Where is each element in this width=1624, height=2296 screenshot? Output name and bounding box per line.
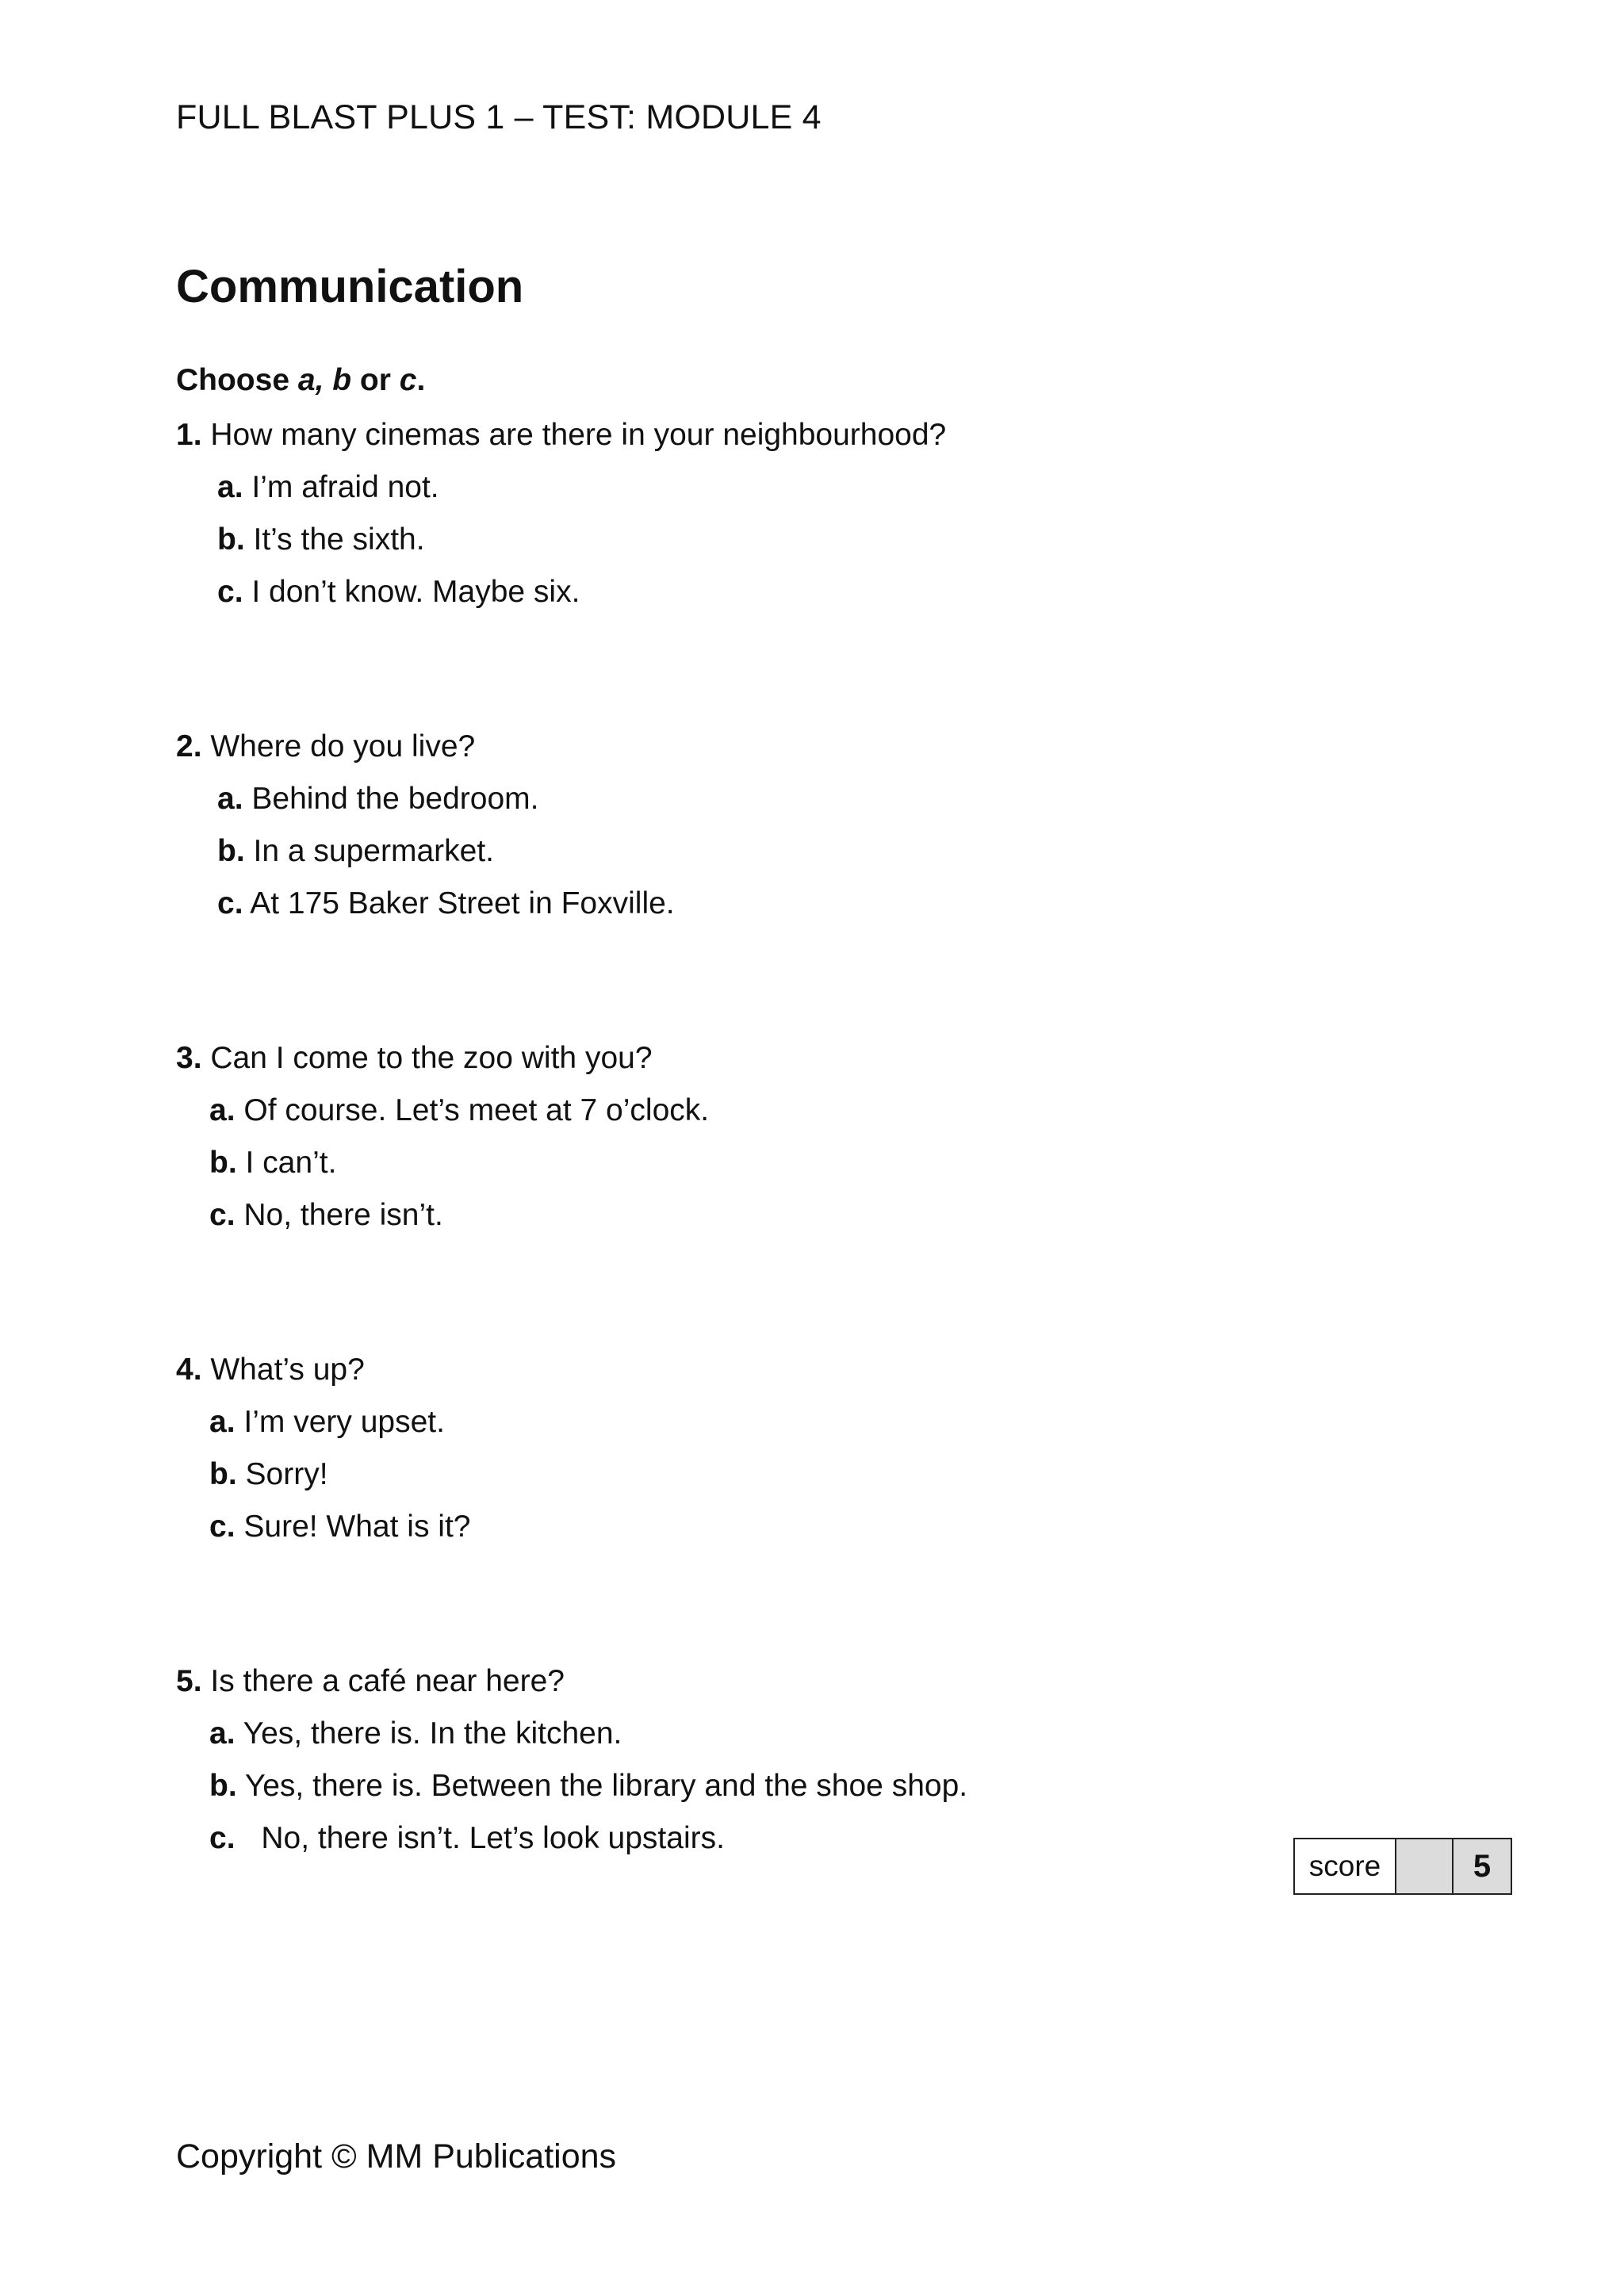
option-text: Sure! What is it?	[243, 1510, 471, 1544]
option-a[interactable]	[176, 1396, 967, 1448]
question-1	[176, 409, 967, 618]
option-letter: c.	[217, 575, 243, 609]
question-text: How many cinemas are there in your neighbourhood?	[210, 418, 947, 452]
option-c[interactable]	[176, 566, 967, 618]
question-text-line	[176, 721, 967, 773]
option-text: Of course. Let’s meet at 7 o’clock.	[243, 1093, 710, 1127]
option-text: Sorry!	[245, 1457, 328, 1491]
question-text: Is there a café near here?	[210, 1664, 565, 1698]
option-text: No, there isn’t. Let’s look upstairs.	[261, 1821, 725, 1855]
question-2	[176, 721, 967, 930]
instruction-choice-b: b	[332, 363, 352, 397]
question-text: What’s up?	[210, 1353, 365, 1387]
question-number: 5.	[176, 1664, 202, 1698]
option-text: It’s the sixth.	[253, 522, 425, 557]
option-text: At 175 Baker Street in Foxville.	[250, 886, 675, 920]
option-b[interactable]	[176, 825, 967, 878]
question-text: Where do you live?	[210, 729, 476, 763]
option-text: In a supermarket.	[253, 834, 494, 868]
instruction	[176, 357, 425, 404]
option-letter: a.	[209, 1405, 236, 1439]
instruction-middle: or	[351, 363, 400, 397]
question-4	[176, 1344, 967, 1553]
instruction-prefix: Choose	[176, 363, 298, 397]
option-text: I can’t.	[245, 1146, 337, 1180]
option-letter: c.	[209, 1821, 236, 1855]
question-number: 1.	[176, 418, 202, 452]
question-text-line	[176, 1032, 967, 1085]
question-text-line	[176, 1344, 967, 1396]
instruction-suffix: .	[416, 363, 426, 397]
score-box	[1293, 1838, 1512, 1895]
question-3	[176, 1032, 967, 1242]
option-text: Yes, there is. In the kitchen.	[243, 1716, 622, 1751]
option-b[interactable]	[176, 514, 967, 566]
score-input[interactable]	[1396, 1839, 1454, 1893]
option-text: No, there isn’t.	[243, 1198, 443, 1232]
instruction-separator: ,	[315, 363, 333, 397]
question-5	[176, 1655, 967, 1865]
option-letter: b.	[209, 1457, 237, 1491]
option-a[interactable]	[176, 461, 967, 514]
option-letter: b.	[209, 1769, 237, 1803]
instruction-choice-a: a	[297, 363, 316, 397]
option-text: I don’t know. Maybe six.	[251, 575, 580, 609]
option-c[interactable]	[176, 1812, 967, 1865]
score-total: 5	[1454, 1839, 1511, 1893]
option-letter: b.	[217, 834, 245, 868]
page-header: FULL BLAST PLUS 1 – TEST: MODULE 4	[176, 98, 822, 136]
option-letter: a.	[217, 782, 243, 816]
option-a[interactable]	[176, 1708, 967, 1760]
option-text: Yes, there is. Between the library and the shoe shop.	[244, 1769, 968, 1803]
option-letter: b.	[209, 1146, 237, 1180]
question-text-line	[176, 1655, 967, 1708]
option-letter: a.	[217, 470, 243, 504]
instruction-choice-c: c	[399, 363, 417, 397]
option-c[interactable]	[176, 1189, 967, 1242]
option-letter: b.	[217, 522, 245, 557]
option-text: Behind the bedroom.	[251, 782, 539, 816]
option-b[interactable]	[176, 1137, 967, 1189]
option-a[interactable]	[176, 773, 967, 825]
option-letter: c.	[217, 886, 243, 920]
question-number: 3.	[176, 1041, 202, 1075]
question-text-line	[176, 409, 967, 461]
option-text: I’m very upset.	[243, 1405, 445, 1439]
option-text: I’m afraid not.	[251, 470, 439, 504]
option-c[interactable]	[176, 878, 967, 930]
section-title: Communication	[176, 261, 524, 312]
question-number: 2.	[176, 729, 202, 763]
score-label: score	[1295, 1839, 1396, 1893]
option-a[interactable]	[176, 1085, 967, 1137]
option-c[interactable]	[176, 1501, 967, 1553]
copyright-footer: Copyright © MM Publications	[176, 2137, 617, 2175]
question-text: Can I come to the zoo with you?	[210, 1041, 653, 1075]
question-number: 4.	[176, 1353, 202, 1387]
option-letter: c.	[209, 1510, 236, 1544]
option-letter: c.	[209, 1198, 236, 1232]
option-b[interactable]	[176, 1760, 967, 1812]
question-list	[176, 409, 967, 1967]
option-b[interactable]	[176, 1448, 967, 1501]
option-letter: a.	[209, 1093, 236, 1127]
option-letter: a.	[209, 1716, 236, 1751]
